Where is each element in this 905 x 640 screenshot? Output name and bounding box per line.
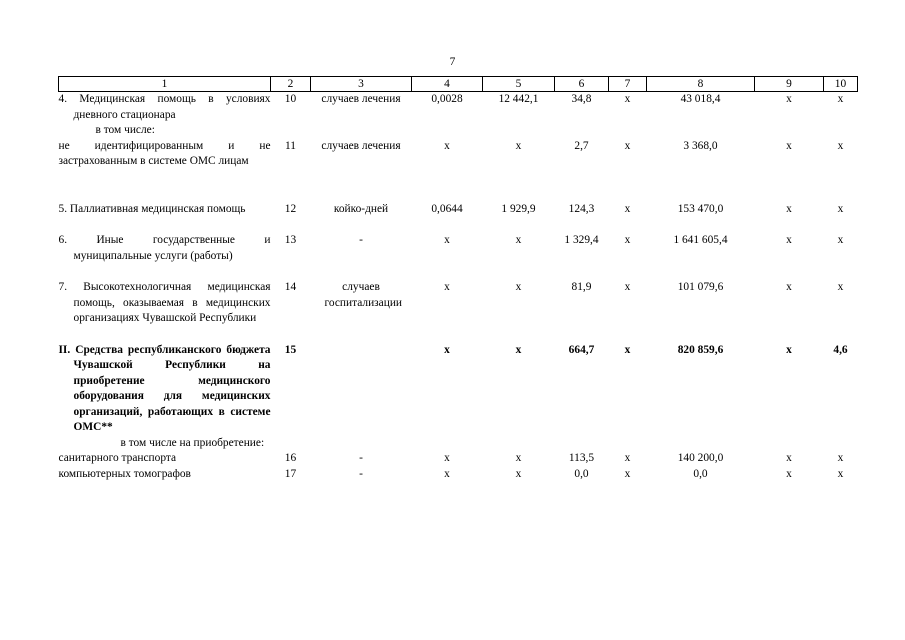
row-number: 12 xyxy=(284,202,297,215)
table-row xyxy=(59,467,858,483)
unit-cell: койко-дней xyxy=(333,202,389,215)
value-cell: 12 442,1 xyxy=(498,93,539,105)
header-cell: 5 xyxy=(483,77,555,92)
value-cell: х xyxy=(444,343,450,356)
value-cell: 113,5 xyxy=(568,452,595,464)
header-cell: 3 xyxy=(311,77,412,92)
value-cell: 124,3 xyxy=(568,202,595,215)
header-cell: 10 xyxy=(824,77,858,92)
value-cell: х xyxy=(624,93,631,105)
value-cell: х xyxy=(837,452,844,464)
row-number: 11 xyxy=(285,139,296,152)
row-number: 14 xyxy=(284,281,297,293)
value-cell: 0,0644 xyxy=(431,202,463,215)
value-cell: х xyxy=(515,234,522,246)
value-cell: х xyxy=(837,234,844,246)
row-name-cell xyxy=(59,343,271,452)
row-number: 13 xyxy=(284,234,297,246)
row-number: 16 xyxy=(284,452,297,464)
unit-cell: - xyxy=(359,452,363,464)
value-cell: х xyxy=(624,202,631,215)
value-cell: 3 368,0 xyxy=(683,139,718,152)
unit-cell: - xyxy=(359,234,363,246)
value-cell: 1 329,4 xyxy=(564,234,599,246)
value-cell: х xyxy=(786,467,792,480)
value-cell: 140 200,0 xyxy=(677,452,724,464)
value-cell: 0,0028 xyxy=(431,93,463,105)
value-cell: х xyxy=(515,139,522,152)
value-cell: 0,0 xyxy=(574,467,589,480)
value-cell: х xyxy=(624,139,631,152)
value-cell: х xyxy=(624,467,631,480)
table-row xyxy=(59,202,858,234)
value-cell: 34,8 xyxy=(571,93,592,105)
header-cell: 2 xyxy=(271,77,311,92)
value-cell: х xyxy=(444,452,450,464)
row-name: 7. Высокотехнологичная медицинская помощь, оказываемая в медицинских организациях Чувашской Республики xyxy=(58,281,271,324)
value-cell: х xyxy=(624,234,631,246)
value-cell: х xyxy=(624,281,631,293)
header-cell: 4 xyxy=(412,77,483,92)
data-table xyxy=(58,76,858,482)
value-cell: 820 859,6 xyxy=(677,343,724,356)
row-subname: в том числе: xyxy=(95,124,155,136)
value-cell: х xyxy=(515,452,522,464)
header-cell: 7 xyxy=(609,77,647,92)
value-cell: х xyxy=(624,452,631,464)
value-cell: х xyxy=(786,452,792,464)
header-cell: 1 xyxy=(59,77,271,92)
value-cell: х xyxy=(786,202,792,215)
value-cell: х xyxy=(786,139,792,152)
row-name: 4. Медицинская помощь в условиях дневного стационара xyxy=(58,93,271,121)
value-cell: 153 470,0 xyxy=(677,202,724,215)
value-cell: х xyxy=(624,343,631,356)
value-cell: 4,6 xyxy=(833,343,848,356)
value-cell: х xyxy=(837,93,844,105)
value-cell: 81,9 xyxy=(571,281,592,293)
value-cell: 0,0 xyxy=(693,467,708,480)
value-cell: 2,7 xyxy=(574,139,589,152)
unit-cell: случаев лечения xyxy=(321,139,401,152)
row-name: 6. Иные государственные и муниципальные услуги (работы) xyxy=(58,234,271,262)
unit-cell: - xyxy=(359,467,363,480)
value-cell: 1 641 605,4 xyxy=(673,234,728,246)
value-cell: х xyxy=(786,343,792,356)
row-name: 5. Паллиативная медицинская помощь xyxy=(58,202,246,215)
value-cell: 1 929,9 xyxy=(501,202,536,215)
value-cell: х xyxy=(444,234,450,246)
table-row xyxy=(59,343,858,452)
row-name: не идентифицированным и не застрахованным в системе ОМС лицам xyxy=(58,139,271,167)
unit-cell xyxy=(311,343,412,452)
value-cell: х xyxy=(837,202,844,215)
value-cell: х xyxy=(444,467,450,480)
value-cell: х xyxy=(837,467,844,480)
value-cell: 664,7 xyxy=(568,343,595,356)
value-cell: х xyxy=(786,281,792,293)
row-name: компьютерных томографов xyxy=(58,467,191,480)
row-name: II. Средства республиканского бюджета Чувашской Республики на приобретение медицинского оборудования для медицинских организаций, работающих в системе ОМС** xyxy=(58,343,271,433)
table-row xyxy=(59,233,858,280)
value-cell: х xyxy=(786,234,792,246)
value-cell: х xyxy=(837,139,844,152)
row-number: 17 xyxy=(284,467,297,480)
row-number: 15 xyxy=(284,343,297,356)
table-row xyxy=(59,451,858,467)
unit-cell: случаев лечения xyxy=(321,93,401,105)
value-cell: 101 079,6 xyxy=(677,281,724,293)
value-cell: х xyxy=(444,281,450,293)
row-number: 10 xyxy=(284,93,297,105)
row-subname: в том числе на приобретение: xyxy=(120,436,265,449)
table-row xyxy=(59,92,858,139)
header-cell: 8 xyxy=(647,77,755,92)
value-cell: х xyxy=(837,281,844,293)
header-row xyxy=(59,77,858,92)
table-row xyxy=(59,139,858,202)
unit-cell: случаев госпитализации xyxy=(324,281,403,309)
row-name: санитарного транспорта xyxy=(58,452,177,464)
row-name-cell xyxy=(59,92,271,139)
value-cell: х xyxy=(515,467,522,480)
value-cell: 43 018,4 xyxy=(680,93,721,105)
page-number: 7 xyxy=(449,56,456,68)
table-row xyxy=(59,280,858,343)
value-cell: х xyxy=(515,343,522,356)
value-cell: х xyxy=(786,93,792,105)
value-cell: х xyxy=(515,281,522,293)
header-cell: 9 xyxy=(755,77,824,92)
value-cell: х xyxy=(444,139,450,152)
header-cell: 6 xyxy=(555,77,609,92)
